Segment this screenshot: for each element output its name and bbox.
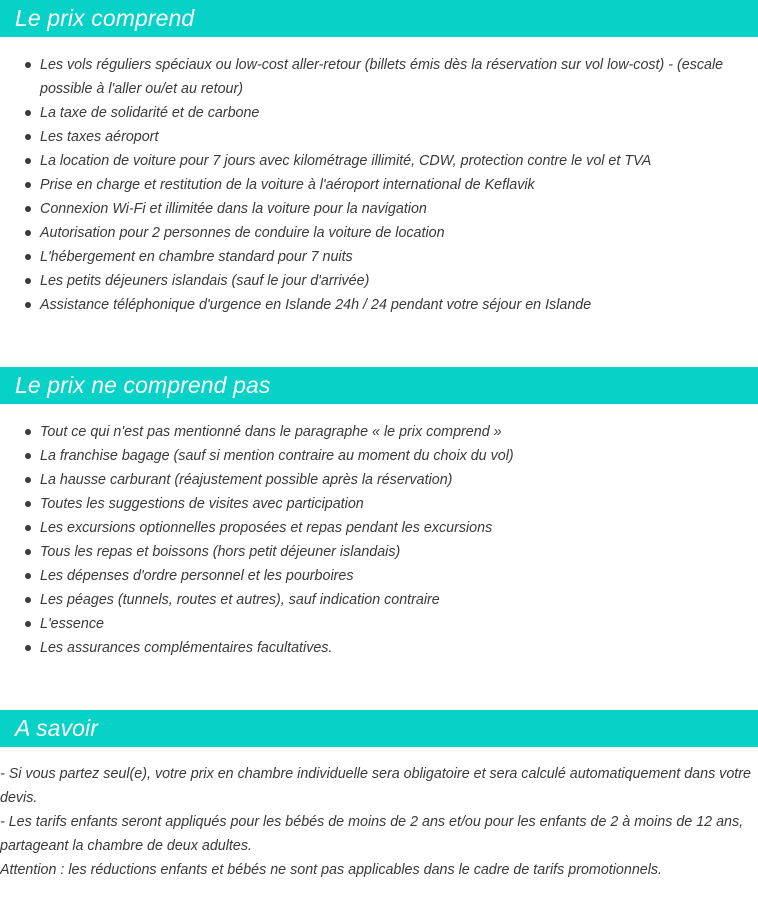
- list-item: La franchise bagage (sauf si mention contraire au moment du choix du vol): [0, 444, 740, 468]
- list-item: Les assurances complémentaires facultatives.: [0, 636, 740, 660]
- list-item: Les excursions optionnelles proposées et repas pendant les excursions: [0, 516, 740, 540]
- section-header-prix-ne-comprend-pas: Le prix ne comprend pas: [0, 367, 758, 404]
- list-item: Les taxes aéroport: [0, 125, 740, 149]
- savoir-paragraph: - Les tarifs enfants seront appliqués pour les bébés de moins de 2 ans et/ou pour les enfants de 2 à moins de 12 ans, partageant la chambre de deux adultes.: [0, 814, 744, 854]
- list-item: Les petits déjeuners islandais (sauf le jour d'arrivée): [0, 269, 740, 293]
- list-item: Les vols réguliers spéciaux ou low-cost aller-retour (billets émis dès la réservation sur vol low-cost) - (escale possible à l'aller ou/et au retour): [0, 53, 740, 101]
- list-item: L'essence: [0, 612, 740, 636]
- list-item: Autorisation pour 2 personnes de conduire la voiture de location: [0, 221, 740, 245]
- list-item: L'hébergement en chambre standard pour 7 nuits: [0, 245, 740, 269]
- section-header-prix-comprend: Le prix comprend: [0, 0, 758, 37]
- list-prix-comprend: [0, 53, 740, 317]
- savoir-paragraph: Attention : les réductions enfants et bébés ne sont pas applicables dans le cadre de tarifs promotionnels.: [0, 862, 663, 878]
- list-item: Les dépenses d'ordre personnel et les pourboires: [0, 564, 740, 588]
- section-header-a-savoir: A savoir: [0, 710, 758, 747]
- list-item: Tout ce qui n'est pas mentionné dans le paragraphe « le prix comprend »: [0, 420, 740, 444]
- list-item: La hausse carburant (réajustement possible après la réservation): [0, 468, 740, 492]
- list-prix-ne-comprend-pas: [0, 420, 740, 660]
- a-savoir-text: [0, 762, 752, 882]
- list-item: Les péages (tunnels, routes et autres), sauf indication contraire: [0, 588, 740, 612]
- list-item: Toutes les suggestions de visites avec participation: [0, 492, 740, 516]
- savoir-paragraph: - Si vous partez seul(e), votre prix en chambre individuelle sera obligatoire et sera calculé automatiquement dans votre devis.: [0, 766, 751, 806]
- list-item: Prise en charge et restitution de la voiture à l'aéroport international de Keflavik: [0, 173, 740, 197]
- list-item: Assistance téléphonique d'urgence en Islande 24h / 24 pendant votre séjour en Islande: [0, 293, 740, 317]
- list-item: La taxe de solidarité et de carbone: [0, 101, 740, 125]
- list-item: Tous les repas et boissons (hors petit déjeuner islandais): [0, 540, 740, 564]
- list-item: La location de voiture pour 7 jours avec kilométrage illimité, CDW, protection contre le vol et TVA: [0, 149, 740, 173]
- list-item: Connexion Wi-Fi et illimitée dans la voiture pour la navigation: [0, 197, 740, 221]
